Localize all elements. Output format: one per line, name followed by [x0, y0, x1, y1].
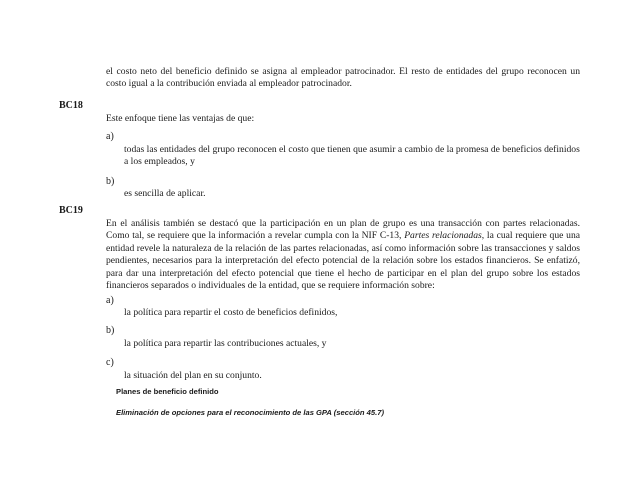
bc18-item-a-text: todas las entidades del grupo reconocen el costo que tienen que asumir a cambio de la promesa de beneficios definidos a los empleados, y [124, 144, 580, 168]
bc19-text [106, 218, 580, 292]
bc19-item-c-text: la situación del plan en su conjunto. [124, 370, 262, 381]
bc19-text-italic: Partes relacionadas [404, 230, 482, 242]
intro-paragraph: el costo neto del beneficio definido se asigna al empleador patrocinador. El resto de entidades del grupo reconocen un costo igual a la contribución enviada al empleador patrocinador. [106, 66, 580, 90]
heading-defined-benefit-plans: Planes de beneficio definido [116, 387, 219, 396]
bc19-text-end: , la cual requiere que una entidad revele la naturaleza de la relación de las partes relacionadas, así como información sobre las transacciones y saldos pendientes, necesarios para la interpretación del efecto potencial de la relación sobre los estados financieros. Se enfatizó, para dar una interpretación del efecto potencial que tiene el hecho de participar en el plan del grupo sobre los estados financieros separados o individuales de la entidad, que se requiere información sobre: [106, 230, 581, 292]
bc18-item-b-letter: b) [106, 176, 115, 187]
bc19-item-b-letter: b) [106, 325, 115, 336]
heading-gpa-options: Eliminación de opciones para el reconocimiento de las GPA (sección 45.7) [116, 408, 384, 417]
bc19-item-b-text: la política para repartir las contribuciones actuales, y [124, 338, 327, 349]
bc18-text: Este enfoque tiene las ventajas de que: [106, 113, 255, 124]
bc19-item-a-letter: a) [106, 295, 114, 306]
bc19-item-a-text: la política para repartir el costo de beneficios definidos, [124, 307, 338, 318]
paragraph-number-bc18: BC18 [59, 100, 83, 111]
bc18-item-b-text: es sencilla de aplicar. [124, 188, 206, 199]
paragraph-number-bc19: BC19 [59, 205, 83, 216]
bc19-text-start: En el análisis también se destacó que la participación en un plan de grupo es una transacción con partes relacionadas. Como tal, se requiere que la información a revelar cumpla con la NIF C-13, [106, 218, 580, 242]
bc18-item-a-letter: a) [106, 131, 114, 142]
bc19-item-c-letter: c) [106, 357, 114, 368]
